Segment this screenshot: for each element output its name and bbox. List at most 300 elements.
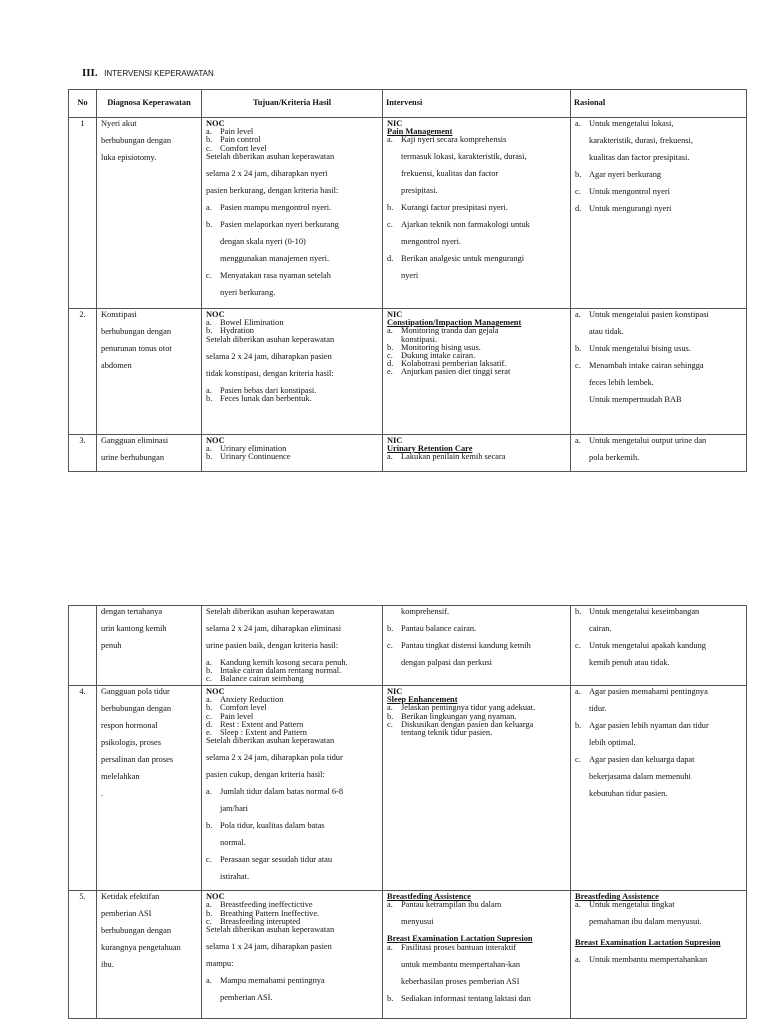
rasional-item bbox=[575, 705, 743, 722]
row-number: 1 bbox=[80, 119, 85, 128]
list-marker: a. bbox=[206, 787, 212, 797]
diagnosa-line: respon hormonal bbox=[101, 721, 158, 730]
list-text: Kurangi factor presipitasi nyeri. bbox=[401, 203, 508, 213]
list-marker: d. bbox=[575, 204, 582, 213]
list-text: Berikan analgesic untuk mengurangi bbox=[401, 254, 525, 264]
nic-label: NIC bbox=[387, 687, 403, 696]
diagnosa-line: abdomen bbox=[101, 361, 132, 370]
diagnosa-line: penuh bbox=[101, 641, 122, 650]
list-text: Urinary Continuence bbox=[220, 452, 291, 462]
list-marker: a. bbox=[206, 695, 212, 705]
list-text: cairan. bbox=[589, 624, 612, 633]
intervention-item bbox=[387, 901, 567, 918]
intervensi-cell bbox=[383, 309, 571, 435]
diagnosa-line: kurangnya pengetahuan bbox=[101, 943, 181, 953]
list-text: Perasaan segar sesudah tidur atau bbox=[220, 855, 333, 865]
list-text: Pasien melaporkan nyeri berkurang bbox=[220, 219, 339, 229]
rasional-item bbox=[575, 379, 743, 396]
list-marker: b. bbox=[575, 607, 582, 616]
list-marker: a. bbox=[575, 955, 581, 965]
list-marker: c. bbox=[575, 361, 581, 370]
noc-item bbox=[206, 453, 379, 461]
list-marker bbox=[575, 739, 589, 756]
rasional-item bbox=[575, 642, 743, 659]
list-marker bbox=[387, 170, 401, 187]
rasional-item bbox=[575, 137, 743, 154]
intervention-item bbox=[387, 961, 567, 978]
row-number: 3. bbox=[79, 436, 86, 445]
list-text: dengan skala nyeri (0-10) bbox=[220, 236, 306, 246]
tujuan-line: pasien berkurang, dengan kriteria hasil: bbox=[206, 185, 339, 195]
list-text: kualitas dan factor presipitasi. bbox=[589, 153, 690, 162]
list-text: Breasfeeding interupted bbox=[220, 916, 301, 926]
list-marker: c. bbox=[206, 674, 212, 684]
diagnosa-line: penurunan tonus otot bbox=[101, 344, 172, 353]
tujuan-line: selama 2 x 24 jam, diharapkan pasien bbox=[206, 351, 332, 361]
list-text: Jelaskan pentingnya tidur yang adekuat. bbox=[401, 703, 536, 713]
diagnosa-cell bbox=[97, 606, 202, 686]
nic-title: Sleep Enhancement bbox=[387, 695, 458, 705]
list-text: Intake cairan dalam rentang normal. bbox=[220, 666, 342, 676]
list-marker bbox=[575, 918, 589, 935]
criteria-item bbox=[206, 977, 379, 994]
list-text: Agar pasien memahami pentingnya bbox=[589, 687, 708, 696]
criteria-item bbox=[206, 395, 379, 403]
list-text: feces lebih lembek. bbox=[589, 378, 654, 387]
intervention-item bbox=[387, 453, 567, 461]
list-marker: b. bbox=[206, 393, 213, 403]
list-marker bbox=[387, 153, 401, 170]
diagnosa-line: melelahkan bbox=[101, 772, 140, 781]
list-marker: a. bbox=[387, 326, 393, 336]
list-text: Pasien bebas dari konstipasi. bbox=[220, 385, 317, 395]
row-number: 2. bbox=[79, 310, 86, 319]
row-number: 5. bbox=[79, 892, 86, 902]
list-marker: a. bbox=[206, 658, 212, 667]
diagnosa-cell bbox=[97, 686, 202, 891]
list-text: Untuk mengetalui keseimbangan bbox=[589, 607, 700, 616]
intervention-item bbox=[387, 918, 567, 935]
diagnosa-cell bbox=[97, 309, 202, 435]
table-row-4 bbox=[69, 686, 747, 891]
list-text: jam/hari bbox=[220, 804, 248, 814]
row-number-cell bbox=[69, 435, 97, 472]
list-marker: a. bbox=[206, 318, 212, 328]
nic-label: NIC bbox=[387, 310, 403, 319]
list-marker: c. bbox=[206, 143, 212, 153]
criteria-item bbox=[206, 873, 379, 890]
rasional-title: Breastfeding Assistence bbox=[575, 892, 659, 902]
list-marker bbox=[387, 187, 401, 204]
list-marker: b. bbox=[206, 821, 213, 831]
list-text: Menambah intake cairan sehingga bbox=[589, 361, 704, 370]
list-text: Comfort level bbox=[220, 703, 267, 713]
list-marker: a. bbox=[575, 687, 581, 696]
diagnosa-line: Gangguan pola tidur bbox=[101, 687, 170, 696]
noc-label: NOC bbox=[206, 892, 225, 902]
list-marker bbox=[206, 255, 220, 272]
rasional-cell bbox=[571, 309, 747, 435]
tujuan-line: Setelah diberikan asuhan keperawatan bbox=[206, 925, 335, 935]
diagnosa-line: Ketidak efektifan bbox=[101, 892, 160, 902]
list-marker bbox=[575, 154, 589, 171]
list-text: Dukung intake cairan. bbox=[401, 351, 476, 361]
table-row-1 bbox=[69, 118, 747, 309]
list-text: Untuk mengetalui output urine dan bbox=[589, 436, 707, 445]
list-marker: b. bbox=[206, 452, 213, 462]
row-number-cell bbox=[69, 686, 97, 891]
list-marker: a. bbox=[206, 202, 212, 212]
rasional-item bbox=[575, 739, 743, 756]
row-number: 4. bbox=[79, 687, 86, 696]
list-marker: c. bbox=[575, 187, 581, 196]
list-text: presipitasi. bbox=[401, 186, 438, 196]
diagnosa-line: psikologis, proses bbox=[101, 738, 162, 747]
intervention-item bbox=[387, 608, 567, 625]
list-marker: b. bbox=[206, 666, 213, 676]
list-marker: a. bbox=[575, 310, 581, 319]
rasional-cell bbox=[571, 118, 747, 309]
rasional-item bbox=[575, 171, 743, 188]
list-marker bbox=[575, 659, 589, 676]
intervention-item bbox=[387, 642, 567, 659]
list-marker: c. bbox=[387, 719, 393, 729]
list-text: Ajarkan teknik non farmakologi untuk bbox=[401, 220, 530, 230]
list-text: Berikan lingkungan yang nyaman. bbox=[401, 711, 517, 721]
tujuan-cell bbox=[202, 686, 383, 891]
intervensi-cell bbox=[383, 435, 571, 472]
list-text: Untuk mengontrol nyeri bbox=[589, 187, 670, 196]
list-text: Sleep : Extent and Pattern bbox=[220, 728, 307, 738]
list-marker bbox=[575, 625, 589, 642]
list-text: normal. bbox=[220, 838, 246, 848]
list-text: Menyatakan rasa nyaman setelah bbox=[220, 270, 331, 280]
rasional-item bbox=[575, 345, 743, 362]
tujuan-cell bbox=[202, 435, 383, 472]
tujuan-line: selama 2 x 24 jam, diharapkan nyeri bbox=[206, 168, 328, 178]
list-text: nyeri berkurang. bbox=[220, 287, 276, 297]
intervention-item bbox=[387, 136, 567, 153]
list-text: Pola tidur, kualitas dalam batas bbox=[220, 821, 325, 831]
list-text: Untuk mengetalui tingkat bbox=[589, 900, 675, 910]
noc-label: NOC bbox=[206, 687, 225, 696]
criteria-item bbox=[206, 856, 379, 873]
list-marker: c. bbox=[575, 755, 581, 764]
intervensi-cell bbox=[383, 686, 571, 891]
list-text: Lakukan penilain kemih secara bbox=[401, 452, 506, 462]
tujuan-line: selama 1 x 24 jam, diharapkan pasien bbox=[206, 942, 332, 952]
diagnosa-line: berhubungan dengan bbox=[101, 136, 172, 145]
tujuan-line: tidak konstipasi, dengan kriteria hasil: bbox=[206, 368, 334, 378]
rasional-item bbox=[575, 120, 743, 137]
list-marker: b. bbox=[387, 203, 394, 213]
intervention-item bbox=[387, 221, 567, 238]
rasional-item bbox=[575, 188, 743, 205]
list-text: Agar nyeri berkurang bbox=[589, 170, 662, 179]
tujuan-line: Setelah diberikan asuhan keperawatan bbox=[206, 607, 335, 616]
list-text: Agar pasien lebih nyaman dan tidur bbox=[589, 721, 709, 730]
tujuan-cell bbox=[202, 891, 383, 1019]
list-text: Kandung kemih kosong secara penuh. bbox=[220, 658, 348, 667]
list-marker bbox=[575, 705, 589, 722]
list-text: karakteristik, durasi, frekuensi, bbox=[589, 136, 693, 145]
list-marker: a. bbox=[206, 976, 212, 986]
list-text: nyeri bbox=[401, 271, 419, 281]
list-marker: a. bbox=[387, 135, 393, 145]
rasional-cell bbox=[571, 891, 747, 1019]
list-marker: d. bbox=[206, 719, 213, 729]
list-marker: a. bbox=[575, 119, 581, 128]
list-marker: b. bbox=[575, 170, 582, 179]
list-text: Breathing Pattern Ineffective. bbox=[220, 908, 320, 918]
list-marker bbox=[387, 659, 401, 676]
list-text: Pain level bbox=[220, 711, 254, 721]
list-marker: c. bbox=[206, 711, 212, 721]
list-marker: c. bbox=[206, 270, 212, 280]
list-marker bbox=[575, 773, 589, 790]
list-text: bekerjasama dalam memenuhi bbox=[589, 772, 691, 781]
criteria-item bbox=[206, 221, 379, 238]
header-diagnosa: Diagnosa Keperawatan bbox=[97, 90, 202, 118]
list-text: Agar pasien dan keluarga dapat bbox=[589, 755, 695, 764]
list-marker: c. bbox=[387, 351, 393, 361]
intervention-item bbox=[387, 625, 567, 642]
list-text: Monitoring tranda dan gejala bbox=[401, 326, 499, 336]
list-marker: a. bbox=[387, 452, 393, 462]
list-text: tentang teknik tidur pasien. bbox=[401, 728, 493, 738]
row-number-cell bbox=[69, 891, 97, 1019]
diagnosa-line: urine berhubungan bbox=[101, 453, 165, 462]
list-text: Jumlah tidur dalam batas normal 6-8 bbox=[220, 787, 344, 797]
header-rasional: Rasional bbox=[571, 90, 747, 118]
table-row-3-top bbox=[69, 435, 747, 472]
list-text: Feces lunak dan berbentuk. bbox=[220, 393, 312, 403]
tujuan-line: selama 2 x 24 jam, diharapkan pola tidur bbox=[206, 753, 343, 763]
list-marker bbox=[206, 873, 220, 890]
list-marker: b. bbox=[387, 711, 394, 721]
list-marker bbox=[387, 978, 401, 995]
list-text: Kaji nyeri secara komprehensis bbox=[401, 135, 507, 145]
list-marker: b. bbox=[206, 326, 213, 336]
rasional-item bbox=[575, 437, 743, 454]
diagnosa-line: berhubungan dengan bbox=[101, 704, 172, 713]
list-text: menyusui bbox=[401, 917, 434, 927]
list-text: Pantau tingkat distensi kandung kemih bbox=[401, 641, 531, 650]
list-text: kebutuhan tidur pasien. bbox=[589, 789, 668, 798]
noc-label: NOC bbox=[206, 436, 225, 445]
list-text: kemih penuh atau tidak. bbox=[589, 658, 670, 667]
list-marker: b. bbox=[206, 703, 213, 713]
tujuan-line: selama 2 x 24 jam, diharapkan eliminasi bbox=[206, 624, 342, 633]
list-text: Pain level bbox=[220, 127, 254, 137]
list-marker bbox=[206, 805, 220, 822]
list-marker bbox=[575, 379, 589, 396]
list-marker bbox=[387, 272, 401, 289]
tujuan-line: Setelah diberikan asuhan keperawatan bbox=[206, 151, 335, 161]
rasional-item bbox=[575, 625, 743, 642]
noc-label: NOC bbox=[206, 310, 225, 319]
list-marker bbox=[387, 961, 401, 978]
intervention-item bbox=[387, 729, 567, 737]
list-text: Balance cairan seimbang bbox=[220, 674, 304, 684]
intervention-item bbox=[387, 995, 567, 1012]
table-row-5 bbox=[69, 891, 747, 1019]
rasional-item bbox=[575, 311, 743, 328]
list-text: tidur. bbox=[589, 704, 607, 713]
list-text: Pain control bbox=[220, 135, 261, 145]
diagnosa-line: berhubungan dengan bbox=[101, 327, 172, 336]
list-text: Untuk mempermudah BAB bbox=[589, 395, 682, 404]
list-text: Hydration bbox=[220, 326, 254, 336]
section-title: INTERVENSI KEPERAWATAN bbox=[104, 69, 214, 78]
rasional-item bbox=[575, 790, 743, 807]
list-marker bbox=[575, 454, 589, 471]
list-text: lebih optimal. bbox=[589, 738, 636, 747]
list-marker bbox=[206, 839, 220, 856]
list-marker: a. bbox=[206, 385, 212, 395]
list-marker bbox=[387, 608, 401, 625]
rasional-item bbox=[575, 901, 743, 918]
noc-label: NOC bbox=[206, 119, 225, 128]
list-text: Untuk mengurangi nyeri bbox=[589, 204, 672, 213]
header-no: No bbox=[69, 90, 97, 118]
list-text: Anjurkan pasien diet tinggi serat bbox=[401, 367, 511, 377]
list-marker: b. bbox=[575, 344, 582, 353]
list-marker: b. bbox=[206, 135, 213, 145]
list-text: menggunakan manajemen nyeri. bbox=[220, 253, 330, 263]
criteria-item bbox=[206, 805, 379, 822]
tujuan-cell bbox=[202, 606, 383, 686]
rasional-title: Breast Examination Lactation Supresion bbox=[575, 938, 721, 948]
rasional-item bbox=[575, 659, 743, 676]
list-text: Untuk mengetalui pasien konstipasi bbox=[589, 310, 709, 319]
rasional-item bbox=[575, 773, 743, 790]
section-heading bbox=[82, 67, 214, 79]
list-marker: b. bbox=[387, 993, 394, 1003]
nic-label: NIC bbox=[387, 119, 403, 128]
list-marker: b. bbox=[206, 908, 213, 918]
list-marker: e. bbox=[387, 367, 393, 377]
criteria-item bbox=[206, 204, 379, 221]
tujuan-cell bbox=[202, 309, 383, 435]
list-text: Untuk mengetalui lokasi, bbox=[589, 119, 674, 128]
criteria-item bbox=[206, 255, 379, 272]
list-marker: a. bbox=[206, 127, 212, 137]
rasional-item bbox=[575, 608, 743, 625]
criteria-item bbox=[206, 238, 379, 255]
list-text: Sediakan informasi tentang laktasi dan bbox=[401, 993, 531, 1003]
list-text: Monitoring bising usus. bbox=[401, 342, 481, 352]
list-text: atau tidak. bbox=[589, 327, 624, 336]
nic-title: Constipation/Impaction Management bbox=[387, 318, 522, 328]
intervention-item bbox=[387, 978, 567, 995]
list-marker: b. bbox=[387, 342, 394, 352]
rasional-item bbox=[575, 154, 743, 171]
intervention-item bbox=[387, 659, 567, 676]
tujuan-line: urine pasien baik, dengan kriteria hasil: bbox=[206, 641, 339, 650]
list-text: Urinary elimination bbox=[220, 444, 287, 454]
list-marker: b. bbox=[206, 219, 213, 229]
diagnosa-cell bbox=[97, 118, 202, 309]
list-marker: a. bbox=[575, 436, 581, 445]
intervention-table-page1 bbox=[68, 89, 747, 472]
tujuan-line: mampu: bbox=[206, 959, 234, 969]
rasional-cell bbox=[571, 435, 747, 472]
list-text: Untuk mengetalui apakah kandung bbox=[589, 641, 706, 650]
intervention-item bbox=[387, 368, 567, 376]
list-marker bbox=[387, 238, 401, 255]
list-text: termasuk lokasi, karakteristik, durasi, bbox=[401, 152, 527, 162]
list-marker: a. bbox=[387, 942, 393, 952]
list-text: Fasilitasi proses bantuan interaktif bbox=[401, 942, 517, 952]
diagnosa-line: persalinan dan proses bbox=[101, 755, 174, 764]
criteria-item bbox=[206, 289, 379, 306]
list-marker: a. bbox=[387, 703, 393, 713]
list-text: Diskusikan dengan pasien dan keluarga bbox=[401, 719, 534, 729]
list-marker: a. bbox=[206, 900, 212, 910]
list-text: Bowel Elimination bbox=[220, 318, 284, 328]
diagnosa-line: pemberian ASI bbox=[101, 909, 152, 919]
list-marker: a. bbox=[387, 900, 393, 910]
list-marker: c. bbox=[575, 641, 581, 650]
list-marker bbox=[206, 289, 220, 306]
diagnosa-cell bbox=[97, 435, 202, 472]
header-tujuan: Tujuan/Kriteria Hasil bbox=[202, 90, 383, 118]
list-marker bbox=[575, 396, 589, 413]
intervention-item bbox=[387, 238, 567, 255]
nic-title: Breast Examination Lactation Supresion bbox=[387, 934, 533, 944]
criteria-item bbox=[206, 839, 379, 856]
list-marker bbox=[575, 790, 589, 807]
list-text: pemberian ASI. bbox=[220, 993, 273, 1003]
nic-title: Urinary Retention Care bbox=[387, 444, 473, 454]
rasional-item bbox=[575, 396, 743, 413]
tujuan-line: Setelah diberikan asuhan keperawatan bbox=[206, 334, 335, 344]
list-marker: d. bbox=[387, 254, 394, 264]
criteria-item bbox=[206, 822, 379, 839]
nic-label: NIC bbox=[387, 436, 403, 445]
intervention-item bbox=[387, 272, 567, 289]
rasional-item bbox=[575, 956, 743, 973]
list-marker: b. bbox=[387, 624, 394, 633]
intervensi-cell bbox=[383, 891, 571, 1019]
list-marker bbox=[206, 238, 220, 255]
table-row-2 bbox=[69, 309, 747, 435]
list-text: konstipasi. bbox=[401, 334, 438, 344]
diagnosa-line: ibu. bbox=[101, 960, 114, 970]
list-marker: a. bbox=[206, 444, 212, 454]
list-marker: c. bbox=[206, 855, 212, 865]
rasional-item bbox=[575, 918, 743, 935]
criteria-item bbox=[206, 272, 379, 289]
intervensi-cell bbox=[383, 606, 571, 686]
intervention-item bbox=[387, 944, 567, 961]
nic-title: Pain Management bbox=[387, 127, 453, 137]
row-number-cell bbox=[69, 309, 97, 435]
list-marker: a. bbox=[575, 900, 581, 910]
row-number-cell bbox=[69, 118, 97, 309]
rasional-item bbox=[575, 722, 743, 739]
list-text: komprehensif. bbox=[401, 607, 450, 616]
header-intervensi: Intervensi bbox=[383, 90, 571, 118]
section-number: III. bbox=[82, 67, 98, 79]
list-text: Untuk membantu mempertahankan bbox=[589, 955, 708, 965]
list-text: keberhasilan proses pemberian ASI bbox=[401, 976, 520, 986]
intervention-item bbox=[387, 187, 567, 204]
intervention-item bbox=[387, 255, 567, 272]
list-text: Rest : Extent and Pattern bbox=[220, 719, 304, 729]
list-marker bbox=[206, 994, 220, 1011]
